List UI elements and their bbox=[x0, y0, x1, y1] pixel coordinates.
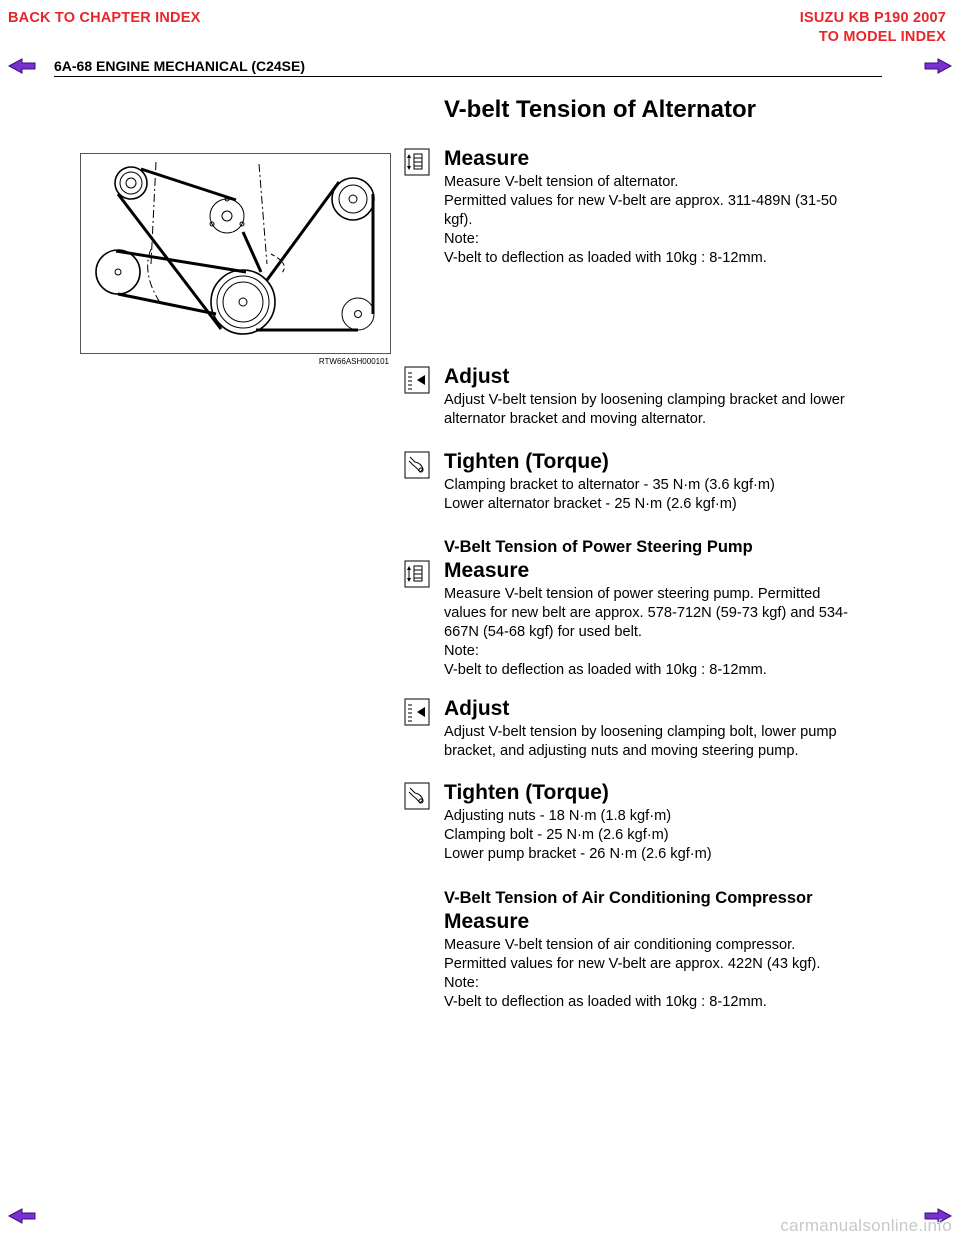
section-body: Measure V-belt tension of alternator. Permitted values for new V-belt are approx. 311-489N (31-50 kgf). Note: V-belt to deflection as loaded with 10kg : 8-12mm. bbox=[444, 174, 838, 266]
section-heading: Measure bbox=[444, 147, 530, 170]
power-steering-measure-section bbox=[444, 535, 894, 680]
section-heading: Adjust bbox=[444, 365, 510, 388]
section-subheading: V-Belt Tension of Power Steering Pump bbox=[444, 538, 753, 556]
torque-wrench-icon bbox=[404, 451, 430, 479]
section-heading: Adjust bbox=[444, 697, 510, 720]
measure-icon bbox=[404, 560, 430, 588]
section-body: Adjust V-belt tension by loosening clamping bracket and lower alternator bracket and moving alternator. bbox=[444, 392, 845, 427]
page-title: V-belt Tension of Alternator bbox=[444, 96, 757, 123]
measure-icon bbox=[404, 148, 430, 176]
section-heading: Tighten (Torque) bbox=[444, 450, 609, 473]
header-divider bbox=[54, 76, 882, 77]
adjust-icon bbox=[404, 698, 430, 726]
belt-routing-diagram bbox=[80, 153, 391, 354]
alternator-measure-section bbox=[444, 147, 894, 268]
section-heading: Measure bbox=[444, 910, 530, 933]
section-subheading: V-Belt Tension of Air Conditioning Compressor bbox=[444, 889, 813, 907]
section-body: Clamping bracket to alternator - 35 N·m (3.6 kgf·m) Lower alternator bracket - 25 N·m (2.6 kgf·m) bbox=[444, 477, 775, 512]
back-to-chapter-index-link[interactable]: BACK TO CHAPTER INDEX bbox=[8, 10, 201, 26]
to-model-index-link[interactable]: TO MODEL INDEX bbox=[818, 29, 946, 45]
section-heading: Measure bbox=[444, 559, 530, 582]
adjust-icon bbox=[404, 366, 430, 394]
section-body: Measure V-belt tension of power steering pump. Permitted values for new belt are approx. 578-712N (59-73 kgf) and 534- 667N (54-68 kgf) for used belt. Note: V-belt to deflection as loaded with 10kg : 8-12mm. bbox=[444, 586, 849, 678]
section-body: Adjust V-belt tension by loosening clamping bolt, lower pump bracket, and adjusting nuts and moving steering pump. bbox=[444, 724, 837, 759]
previous-page-arrow-icon[interactable] bbox=[8, 58, 36, 74]
ac-compressor-measure-section bbox=[444, 886, 894, 1012]
next-page-arrow-icon[interactable] bbox=[924, 58, 952, 74]
power-steering-tighten-section bbox=[444, 781, 894, 864]
watermark: carmanualsonline.info bbox=[780, 1216, 952, 1235]
power-steering-adjust-section bbox=[444, 697, 894, 761]
previous-page-arrow-bottom-icon[interactable] bbox=[8, 1208, 36, 1224]
alternator-adjust-section bbox=[444, 365, 894, 429]
section-header-title: 6A-68 ENGINE MECHANICAL (C24SE) bbox=[54, 58, 306, 74]
section-heading: Tighten (Torque) bbox=[444, 781, 609, 804]
figure-caption: RTW66ASH000101 bbox=[318, 357, 389, 366]
alternator-tighten-section bbox=[444, 450, 894, 514]
torque-wrench-icon bbox=[404, 782, 430, 810]
section-body: Adjusting nuts - 18 N·m (1.8 kgf·m) Clamping bolt - 25 N·m (2.6 kgf·m) Lower pump bracket - 26 N·m (2.6 kgf·m) bbox=[444, 808, 712, 862]
section-body: Measure V-belt tension of air conditioning compressor. Permitted values for new V-belt are approx. 422N (43 kgf). Note: V-belt to deflection as loaded with 10kg : 8-12mm. bbox=[444, 937, 821, 1010]
model-title-link[interactable]: ISUZU KB P190 2007 bbox=[799, 10, 946, 26]
